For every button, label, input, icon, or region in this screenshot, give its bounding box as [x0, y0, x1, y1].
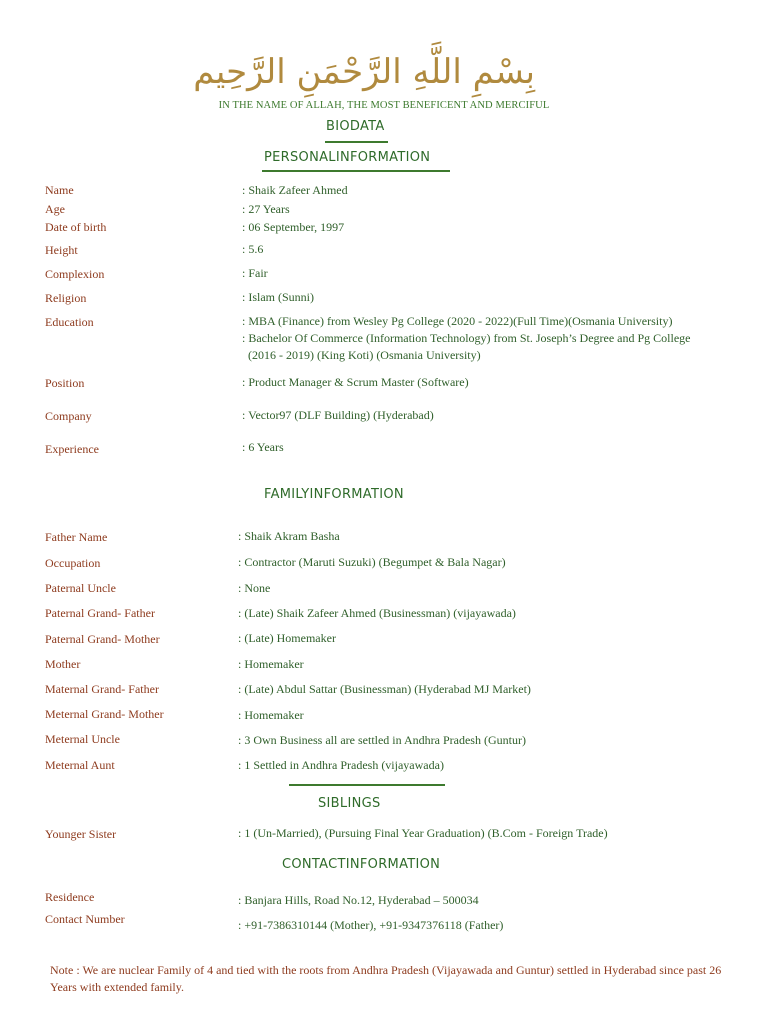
- personal-underline: [262, 170, 450, 172]
- family-label: Paternal Grand- Father: [45, 606, 155, 620]
- personal-value: : MBA (Finance) from Wesley Pg College (2020 - 2022)(Full Time)(Osmania University): [242, 314, 673, 328]
- contact-value: : Banjara Hills, Road No.12, Hyderabad – 500034: [238, 893, 479, 907]
- family-label: Mother: [45, 657, 81, 671]
- family-label: Father Name: [45, 530, 108, 544]
- family-value: : (Late) Shaik Zafeer Ahmed (Businessman) (vijayawada): [238, 606, 516, 620]
- personal-label: Education: [45, 315, 94, 329]
- siblings-divider: [289, 784, 445, 786]
- family-label: Meternal Grand- Mother: [45, 707, 164, 721]
- family-label: Occupation: [45, 556, 101, 570]
- family-value: : Shaik Akram Basha: [238, 529, 340, 543]
- personal-value: : 06 September, 1997: [242, 220, 345, 234]
- family-label: Paternal Uncle: [45, 581, 116, 595]
- family-value: : (Late) Homemaker: [238, 631, 336, 645]
- personal-value: : 6 Years: [242, 440, 284, 454]
- family-label: Paternal Grand- Mother: [45, 632, 160, 646]
- personal-value: : Bachelor Of Commerce (Information Technology) from St. Joseph’s Degree and Pg College: [242, 331, 691, 345]
- personal-value: (2016 - 2019) (King Koti) (Osmania University): [248, 348, 481, 362]
- personal-label: Age: [45, 202, 65, 216]
- contact-heading: CONTACTINFORMATION: [282, 857, 441, 872]
- family-value: : None: [238, 581, 271, 595]
- family-heading: FAMILYINFORMATION: [264, 487, 404, 502]
- personal-value: : Shaik Zafeer Ahmed: [242, 183, 348, 197]
- bismillah-calligraphy: بِسْمِ اللَّهِ الرَّحْمَنِ الرَّحِيم: [193, 52, 535, 92]
- biodata-title: BIODATA: [326, 119, 385, 134]
- family-label: Meternal Aunt: [45, 758, 115, 772]
- bismillah-english: IN THE NAME OF ALLAH, THE MOST BENEFICENT AND MERCIFUL: [218, 100, 550, 111]
- family-value: : Contractor (Maruti Suzuki) (Begumpet & Bala Nagar): [238, 555, 506, 569]
- family-value: : 3 Own Business all are settled in Andhra Pradesh (Guntur): [238, 733, 526, 747]
- family-value: : 1 Settled in Andhra Pradesh (vijayawada): [238, 758, 444, 772]
- personal-value: : Islam (Sunni): [242, 290, 314, 304]
- family-label: Maternal Grand- Father: [45, 682, 159, 696]
- siblings-value: : 1 (Un-Married), (Pursuing Final Year Graduation) (B.Com - Foreign Trade): [238, 826, 608, 840]
- personal-label: Name: [45, 183, 74, 197]
- personal-label: Religion: [45, 291, 87, 305]
- contact-label: Contact Number: [45, 912, 125, 926]
- title-underline: [325, 141, 388, 143]
- personal-label: Date of birth: [45, 220, 107, 234]
- personal-label: Height: [45, 243, 78, 257]
- siblings-heading: SIBLINGS: [318, 796, 381, 811]
- personal-value: : 27 Years: [242, 202, 290, 216]
- personal-label: Company: [45, 409, 92, 423]
- family-value: : Homemaker: [238, 708, 304, 722]
- personal-value: : Vector97 (DLF Building) (Hyderabad): [242, 408, 434, 422]
- personal-label: Experience: [45, 442, 99, 456]
- family-value: : Homemaker: [238, 657, 304, 671]
- personal-value: : 5.6: [242, 242, 264, 256]
- contact-label: Residence: [45, 890, 95, 904]
- family-value: : (Late) Abdul Sattar (Businessman) (Hyderabad MJ Market): [238, 682, 531, 696]
- personal-label: Position: [45, 376, 85, 390]
- contact-value: : +91-7386310144 (Mother), +91-9347376118 (Father): [238, 918, 504, 932]
- personal-label: Complexion: [45, 267, 105, 281]
- personal-value: : Fair: [242, 266, 268, 280]
- personal-value: : Product Manager & Scrum Master (Software): [242, 375, 469, 389]
- family-note: Note : We are nuclear Family of 4 and tied with the roots from Andhra Pradesh (Vijayawada and Guntur) settled in Hyderabad since past 26 Years with extended family.: [50, 963, 722, 994]
- personal-heading: PERSONALINFORMATION: [264, 150, 431, 165]
- family-label: Meternal Uncle: [45, 732, 120, 746]
- siblings-label: Younger Sister: [45, 827, 117, 841]
